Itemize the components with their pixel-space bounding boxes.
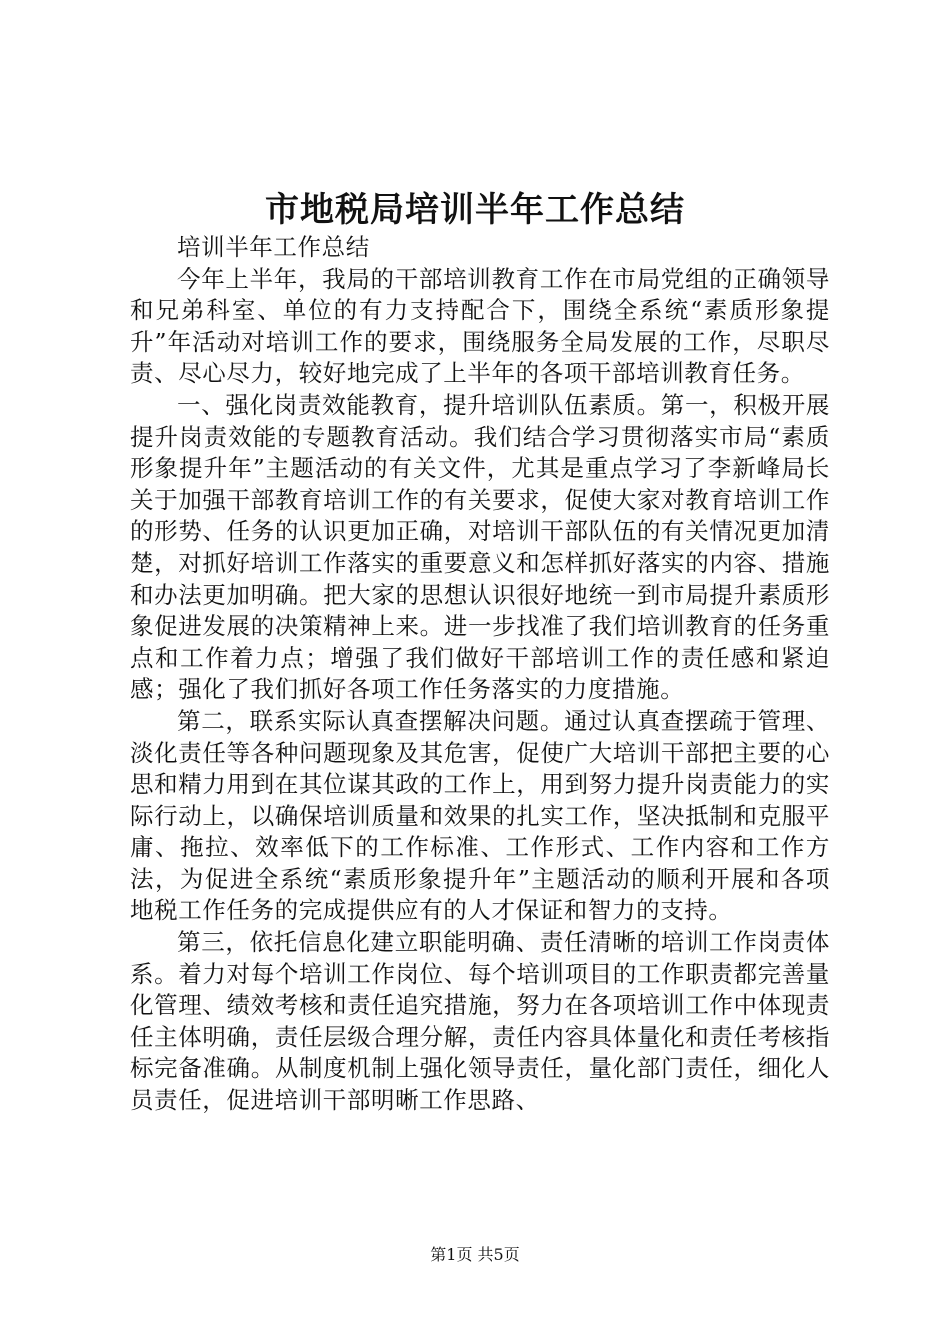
paragraph-intro: 今年上半年，我局的干部培训教育工作在市局党组的正确领导和兄弟科室、单位的有力支持配合下，围绕全系统“素质形象提升”年活动对培训工作的要求，围绕服务全局发展的工作，尽职尽责、尽心尽力，较好地完成了上半年的各项干部培训教育任务。 — [130, 264, 830, 388]
page-footer: 第1页 共5页 — [430, 1245, 520, 1264]
paragraph-second: 第二，联系实际认真查摆解决问题。通过认真查摆疏于管理、淡化责任等各种问题现象及其危害，促使广大培训干部把主要的心思和精力用到在其位谋其政的工作上，用到努力提升岗责能力的实际行动上，以确保培训质量和效果的扎实工作，坚决抵制和克服平庸、拖拉、效率低下的工作标准、工作形式、工作内容和工作方法，为促进全系统“素质形象提升年”主题活动的顺利开展和各项地税工作任务的完成提供应有的人才保证和智力的支持。 — [130, 706, 830, 925]
document-title: 市地税局培训半年工作总结 — [265, 190, 685, 230]
paragraph-subtitle: 培训半年工作总结 — [177, 233, 370, 261]
paragraph-section-one: 一、强化岗责效能教育，提升培训队伍素质。第一，积极开展提升岗责效能的专题教育活动。我们结合学习贯彻落实市局“素质形象提升年”主题活动的有关文件，尤其是重点学习了李新峰局长关于加强干部教育培训工作的有关要求，促使大家对教育培训工作的形势、任务的认识更加正确，对培训干部队伍的有关情况更加清楚，对抓好培训工作落实的重要意义和怎样抓好落实的内容、措施和办法更加明确。把大家的思想认识很好地统一到市局提升素质形象促进发展的决策精神上来。进一步找准了我们培训教育的任务重点和工作着力点；增强了我们做好干部培训工作的责任感和紧迫感；强化了我们抓好各项工作任务落实的力度措施。 — [130, 390, 830, 704]
document-body — [130, 232, 830, 1117]
paragraph-third: 第三，依托信息化建立职能明确、责任清晰的培训工作岗责体系。着力对每个培训工作岗位、每个培训项目的工作职责都完善量化管理、绩效考核和责任追究措施，努力在各项培训工作中体现责任主体明确，责任层级合理分解，责任内容具体量化和责任考核指标完备准确。从制度机制上强化领导责任，量化部门责任，细化人员责任，促进培训干部明晰工作思路、 — [130, 928, 830, 1115]
